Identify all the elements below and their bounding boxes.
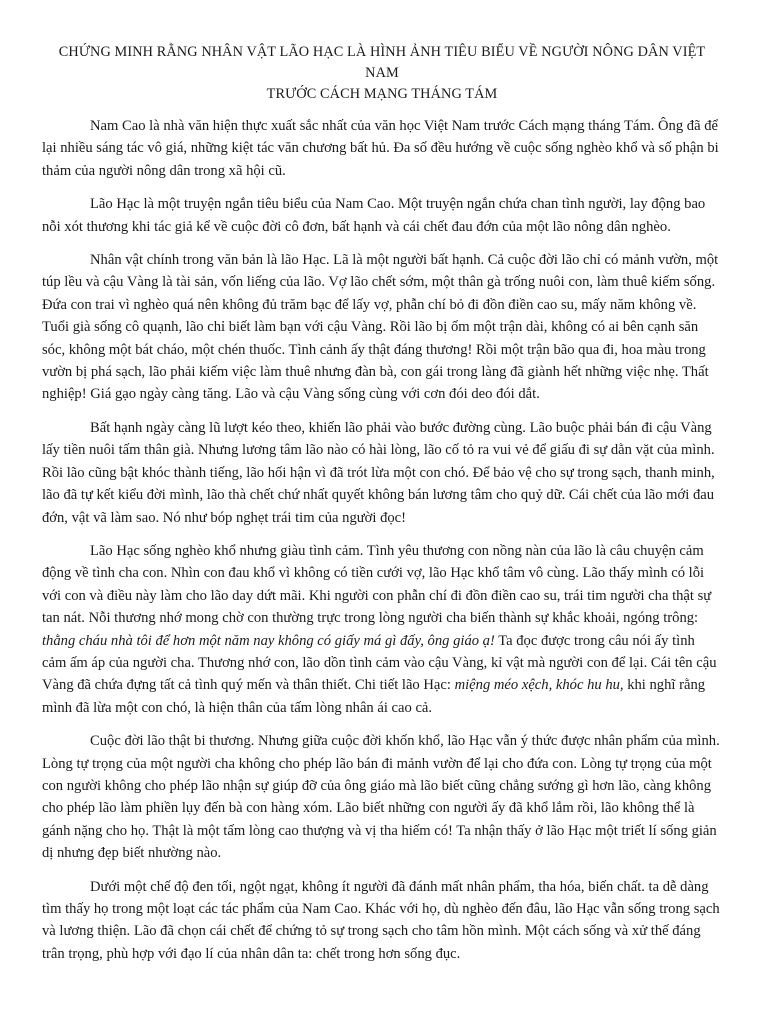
paragraph-text: Lão Hạc là một truyện ngắn tiêu biểu của Nam Cao. Một truyện ngắn chứa chan tình người, lay động bao nỗi xót thương khi tác giả kể về cuộc đời cô đơn, bất hạnh và cái chết đau đớn của một lão nông dân nghèo.: [42, 196, 706, 235]
paragraph-text: khi nghĩ rằng mình đã lừa một con chó, là hiện thân của tấm lòng nhân ái cao cả.: [42, 677, 706, 716]
italic-quote: thằng cháu nhà tôi để hơn một năm nay không có giấy má gì đấy, ông giáo ạ!: [42, 632, 495, 649]
title-line-1: CHỨNG MINH RẰNG NHÂN VẬT LÃO HẠC LÀ HÌNH ẢNH TIÊU BIỂU VỀ NGƯỜI NÔNG DÂN VIỆT NAM: [58, 44, 706, 81]
paragraph-text: Nhân vật chính trong văn bản là lão Hạc. Lã là một người bất hạnh. Cả cuộc đời lão chỉ có mảnh vườn, một túp lều và cậu Vàng là tài sản, vốn liếng của lão. Vợ lão chết sớm, một thân gà trống nuôi con, làm thuê kiếm sống. Đứa con trai vì nghèo quá nên không đủ trăm bạc để lấy vợ, phẫn chí bỏ đi đồn điền cao su, mấy năm không về. Tuổi già sống cô quạnh, lão chỉ biết làm bạn với cậu Vàng. Rồi lão bị ốm một trận dài, không có ai bên cạnh săn sóc, không một bát cháo, một chén thuốc. Tình cảnh ấy thật đáng thương! Rồi một trận bão qua đi, hoa màu trong vườn bị phá sạch, lão phải kiếm việc làm thuê nhưng đàn bà, con gái trong làng đã giành hết những việc nhẹ. Thất nghiệp! Giá gạo ngày càng tăng. Lão và cậu Vàng sống cùng với cơn đói deo đói dắt.: [42, 252, 719, 403]
paragraph: [42, 249, 722, 406]
paragraph: [42, 115, 722, 182]
paragraph: [42, 540, 722, 719]
paragraph-text: Ta đọc được trong câu nói ấy tình cảm ấm áp của người cha. Thương nhớ con, lão dồn tình cảm vào cậu Vàng, kỉ vật mà người con để lại. Cái tên cậu Vàng đã chứa đựng tất cả tình quý mến và thân thiết. Chi tiết lão Hạc:: [42, 632, 717, 694]
paragraph: [42, 417, 722, 529]
paragraph: [42, 876, 722, 966]
document-title: [42, 42, 722, 105]
italic-quote: miệng méo xệch, khóc hu hu,: [454, 677, 624, 694]
paragraph-text: Lão Hạc sống nghèo khổ nhưng giàu tình cảm. Tình yêu thương con nồng nàn của lão là câu chuyện cảm động về tình cha con. Nhìn con đau khổ vì không có tiền cưới vợ, lão Hạc khổ tâm vô cùng. Lão thấy mình có lỗi với con và điều này làm cho lão day dứt mãi. Khi người con phẫn chí đi đồn điền cao su, trái tim người cha thật sự tan nát. Nỗi thương nhớ mong chờ con thường trực trong lòng người cha biến thành sự khắc khoải, ngóng trông:: [42, 542, 712, 627]
paragraph-text: Cuộc đời lão thật bi thương. Nhưng giữa cuộc đời khốn khổ, lão Hạc vẫn ý thức được nhân phẩm của mình. Lòng tự trọng của một người cha không cho phép lão bán đi mảnh vườn để lại cho đứa con. Lòng tự trọng của một con người không cho phép lão nhận sự giúp đỡ của ông giáo mà lão biết cũng chẳng sướng gì hơn lão, càng không cho phép lão làm phiền lụy đến bà con hàng xóm. Lão biết những con người ấy đã khổ lắm rồi, lão không thể là gánh nặng cho họ. Thật là một tấm lòng cao thượng và vị tha hiếm có! Ta nhận thấy ở lão Hạc một triết lí sống giản dị nhưng đẹp biết nhường nào.: [42, 733, 720, 862]
paragraph: [42, 193, 722, 238]
title-line-2: TRƯỚC CÁCH MẠNG THÁNG TÁM: [266, 86, 498, 102]
document-body: [42, 115, 722, 965]
paragraph-text: Bất hạnh ngày càng lũ lượt kéo theo, khiến lão phải vào bước đường cùng. Lão buộc phải bán đi cậu Vàng lấy tiền nuôi tấm thân già. Nhưng lương tâm lão nào có hài lòng, lão cố tỏ ra vui vẻ để giấu đi sự dằn vặt của mình. Rồi lão cũng bật khóc thành tiếng, lão hối hận vì đã trót lừa một con chó. Để bảo vệ cho sự trong sạch, thanh minh, lão đã tự kết kiểu đời mình, lão thà chết chứ nhất quyết không bán lương tâm cho quỷ dữ. Cái chết của lão mới đau đớn, vật vã làm sao. Nó như bóp nghẹt trái tim của người đọc!: [42, 419, 715, 526]
paragraph: [42, 730, 722, 864]
paragraph-text: Nam Cao là nhà văn hiện thực xuất sắc nhất của văn học Việt Nam trước Cách mạng tháng Tám. Ông đã để lại nhiều sáng tác vô giá, những kiệt tác văn chương bất hủ. Đa số đều hướng về cuộc sống nghèo khổ và số phận bi thảm của người nông dân trong xã hội cũ.: [42, 118, 719, 179]
paragraph-text: Dưới một chế độ đen tối, ngột ngạt, không ít người đã đánh mất nhân phẩm, tha hóa, biến chất. ta dễ dàng tìm thấy họ trong một loạt các tác phẩm của Nam Cao. Khác với họ, dù nghèo đến đâu, lão Hạc vẫn sống trong sạch và lương thiện. Lão đã chọn cái chết để chứng tỏ sự trong sạch cho tâm hồn mình. Một cách sống và xử thế đáng trân trọng, phù hợp với đạo lí của nhân dân ta: chết trong hơn sống đục.: [42, 878, 720, 962]
